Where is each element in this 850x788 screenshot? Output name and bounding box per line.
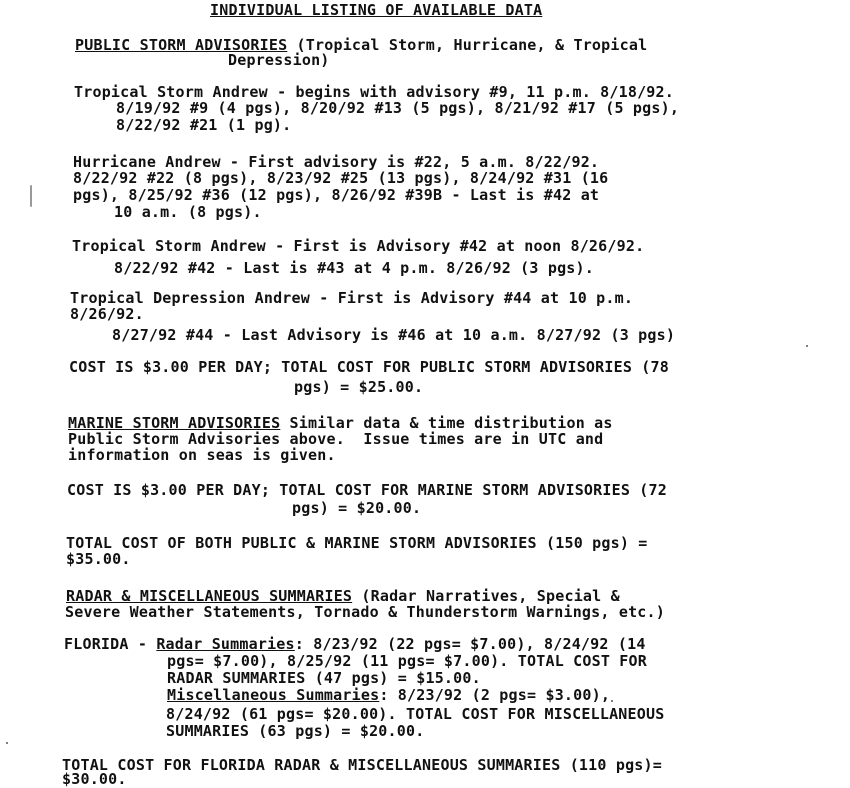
- florida-line2: pgs= $7.00), 8/25/92 (11 pgs= $7.00). TOTAL COST FOR: [167, 652, 647, 670]
- misc-summaries-heading: Miscellaneous Summaries: [167, 686, 380, 704]
- hurricane-line2: 8/22/92 #22 (8 pgs), 8/23/92 #25 (13 pgs), 8/24/92 #31 (16: [73, 169, 609, 187]
- public-heading-line: [75, 37, 647, 54]
- total-both-line1: TOTAL COST OF BOTH PUBLIC & MARINE STORM ADVISORIES (150 pgs) =: [66, 534, 648, 552]
- cost-marine-line1: COST IS $3.00 PER DAY; TOTAL COST FOR MARINE STORM ADVISORIES (72: [67, 481, 667, 499]
- td-line2: 8/26/92.: [70, 305, 144, 323]
- marine-heading-rest: Similar data & time distribution as: [280, 414, 613, 432]
- public-heading-line2: Depression): [228, 51, 330, 69]
- marine-line3: information on seas is given.: [68, 446, 336, 464]
- cost-public-line1: COST IS $3.00 PER DAY; TOTAL COST FOR PUBLIC STORM ADVISORIES (78: [69, 358, 669, 376]
- ts1-line3: 8/22/92 #21 (1 pg).: [116, 116, 292, 134]
- scan-speck: [611, 700, 613, 702]
- marine-heading: MARINE STORM ADVISORIES: [68, 414, 281, 432]
- radar-heading: RADAR & MISCELLANEOUS SUMMARIES: [66, 587, 353, 605]
- total-both-line2: $35.00.: [66, 550, 131, 568]
- td-line3: 8/27/92 #44 - Last Advisory is #46 at 10 a.m. 8/27/92 (3 pgs): [112, 326, 676, 344]
- florida-line4: [167, 687, 610, 704]
- ts1-line1: Tropical Storm Andrew - begins with advisory #9, 11 p.m. 8/18/92.: [74, 83, 674, 101]
- radar-line2: Severe Weather Statements, Tornado & Thunderstorm Warnings, etc.): [65, 603, 665, 621]
- scan-speck: [6, 742, 8, 744]
- ts2-line1: Tropical Storm Andrew - First is Advisory #42 at noon 8/26/92.: [72, 237, 645, 255]
- florida-label: FLORIDA -: [64, 635, 157, 653]
- florida-line5: 8/24/92 (61 pgs= $20.00). TOTAL COST FOR MISCELLANEOUS: [166, 705, 665, 723]
- scan-speck: [806, 345, 808, 347]
- ts1-line2: 8/19/92 #9 (4 pgs), 8/20/92 #13 (5 pgs), 8/21/92 #17 (5 pgs),: [116, 99, 680, 117]
- radar-summaries-rest: : 8/23/92 (22 pgs= $7.00), 8/24/92 (14: [294, 635, 646, 653]
- hurricane-line3: pgs), 8/25/92 #36 (12 pgs), 8/26/92 #39B - Last is #42 at: [73, 186, 600, 204]
- hurricane-line4: 10 a.m. (8 pgs).: [114, 203, 262, 221]
- total-florida-line1: TOTAL COST FOR FLORIDA RADAR & MISCELLANEOUS SUMMARIES (110 pgs)=: [62, 756, 662, 774]
- radar-summaries-heading: Radar Summaries: [156, 635, 295, 653]
- hurricane-line1: Hurricane Andrew - First advisory is #22, 5 a.m. 8/22/92.: [73, 153, 600, 171]
- radar-heading-rest: (Radar Narratives, Special &: [352, 587, 620, 605]
- misc-summaries-rest: : 8/23/92 (2 pgs= $3.00),: [379, 686, 611, 704]
- td-line1: Tropical Depression Andrew - First is Advisory #44 at 10 p.m.: [70, 289, 634, 307]
- ts2-line2: 8/22/92 #42 - Last is #43 at 4 p.m. 8/26/92 (3 pgs).: [114, 259, 594, 277]
- florida-line1: [64, 636, 646, 653]
- public-heading: PUBLIC STORM ADVISORIES: [75, 36, 288, 54]
- total-florida-line2: $30.00.: [62, 770, 127, 788]
- cost-public-line2: pgs) = $25.00.: [294, 378, 424, 396]
- marine-line2: Public Storm Advisories above. Issue times are in UTC and: [68, 430, 604, 448]
- florida-line6: SUMMARIES (63 pgs) = $20.00.: [166, 722, 425, 740]
- scan-mark: [30, 185, 32, 207]
- florida-line3: RADAR SUMMARIES (47 pgs) = $15.00.: [167, 669, 481, 687]
- page-title: INDIVIDUAL LISTING OF AVAILABLE DATA: [210, 1, 543, 19]
- public-heading-rest: (Tropical Storm, Hurricane, & Tropical: [287, 36, 648, 54]
- cost-marine-line2: pgs) = $20.00.: [292, 499, 422, 517]
